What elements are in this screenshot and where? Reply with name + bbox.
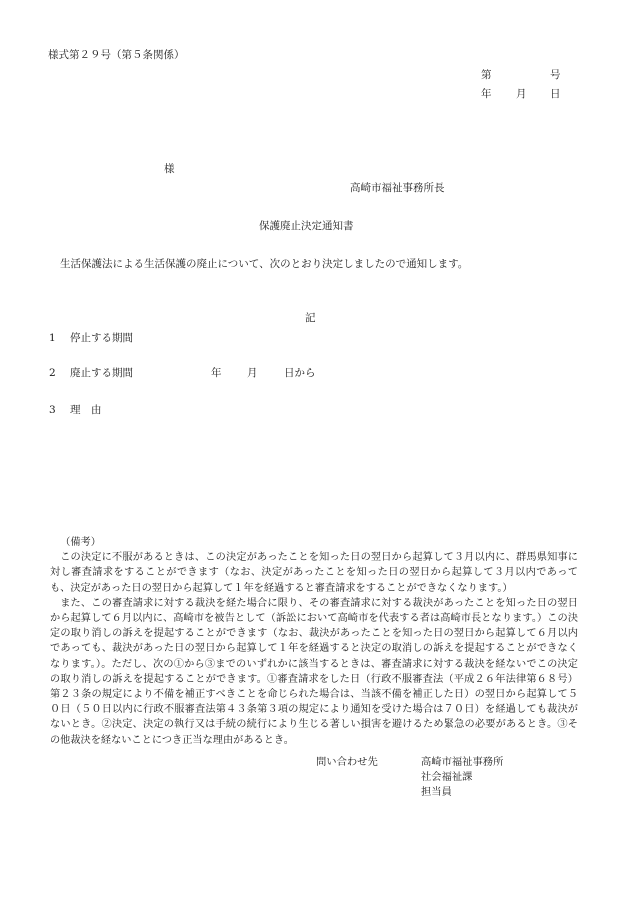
notes-paragraph-2: また、この審査請求に対する裁決を経た場合に限り、その審査請求に対する裁決があったことを知った日の翌日から起算して６月以内に、高崎市を被告として（訴訟において高崎市を代表する者は高崎市長となります。）この決定の取り消しの訴えを提起することができます（なお、裁決があったことを知った日の翌日から起算して６月以内であっても、裁決があった日の翌日から起算して１年を経過すると決定の取消しの訴えを提起することができなくなります。）。ただし、次の①から③までのいずれかに該当するときは、審査請求に対する裁決を経ないでこの決定の取り消しの訴えを提起することができます。①審査請求をした日（行政不服審査法（平成２６年法律第６８号）第２３条の規定により不備を補正すべきことを命じられた場合は、当該不備を補正した日）の翌日から起算して５０日（５０日以内に行政不服審査法第４３条第３項の規定により通知を受けた場合は７０日）を経過しても裁決がないとき。②決定、決定の執行又は手続の続行により生じる著しい損害を避けるため緊急の必要があるとき。③その他裁決を経ないことにつき正当な理由があるとき。 — [50, 597, 578, 746]
sender-name: 高崎市福祉事務所長 — [350, 182, 445, 194]
item-3-label: 理 由 — [70, 404, 102, 416]
notes-heading: （備考） — [60, 537, 101, 548]
number-prefix: 第 — [481, 69, 492, 81]
item-2-number: 2 — [49, 367, 56, 379]
ki-heading: 記 — [305, 312, 316, 324]
date-day: 日 — [550, 88, 561, 100]
item-2-from: 日から — [284, 367, 316, 379]
item-1-label: 停止する期間 — [70, 332, 133, 344]
item-1-number: 1 — [49, 332, 56, 344]
recipient-honorific: 様 — [164, 163, 175, 175]
contact-person: 担当員 — [421, 786, 452, 798]
item-2-month: 月 — [247, 367, 258, 379]
contact-office: 高崎市福祉事務所 — [421, 756, 504, 768]
item-2-label: 廃止する期間 — [70, 367, 133, 379]
form-number: 様式第２９号（第５条関係） — [48, 49, 185, 61]
item-2-year: 年 — [211, 367, 222, 379]
notes-paragraph-1: この決定に不服があるときは、この決定があったことを知った日の翌日から起算して３月以内に、群馬県知事に対し審査請求をすることができます（なお、決定があったことを知った日の翌日から起算して３月以内であっても、決定があった日の翌日から起算して１年を経過すると審査請求をすることができなくなります。） — [50, 552, 578, 594]
contact-label: 問い合わせ先 — [316, 756, 378, 768]
number-suffix: 号 — [550, 69, 561, 81]
intro-text: 生活保護法による生活保護の廃止について、次のとおり決定しましたので通知します。 — [60, 258, 469, 270]
contact-section: 社会福祉課 — [421, 771, 473, 783]
date-month: 月 — [516, 88, 527, 100]
item-3-number: 3 — [49, 404, 56, 416]
document-title: 保護廃止決定通知書 — [259, 220, 354, 232]
date-year: 年 — [481, 88, 492, 100]
notes-section — [50, 535, 578, 748]
